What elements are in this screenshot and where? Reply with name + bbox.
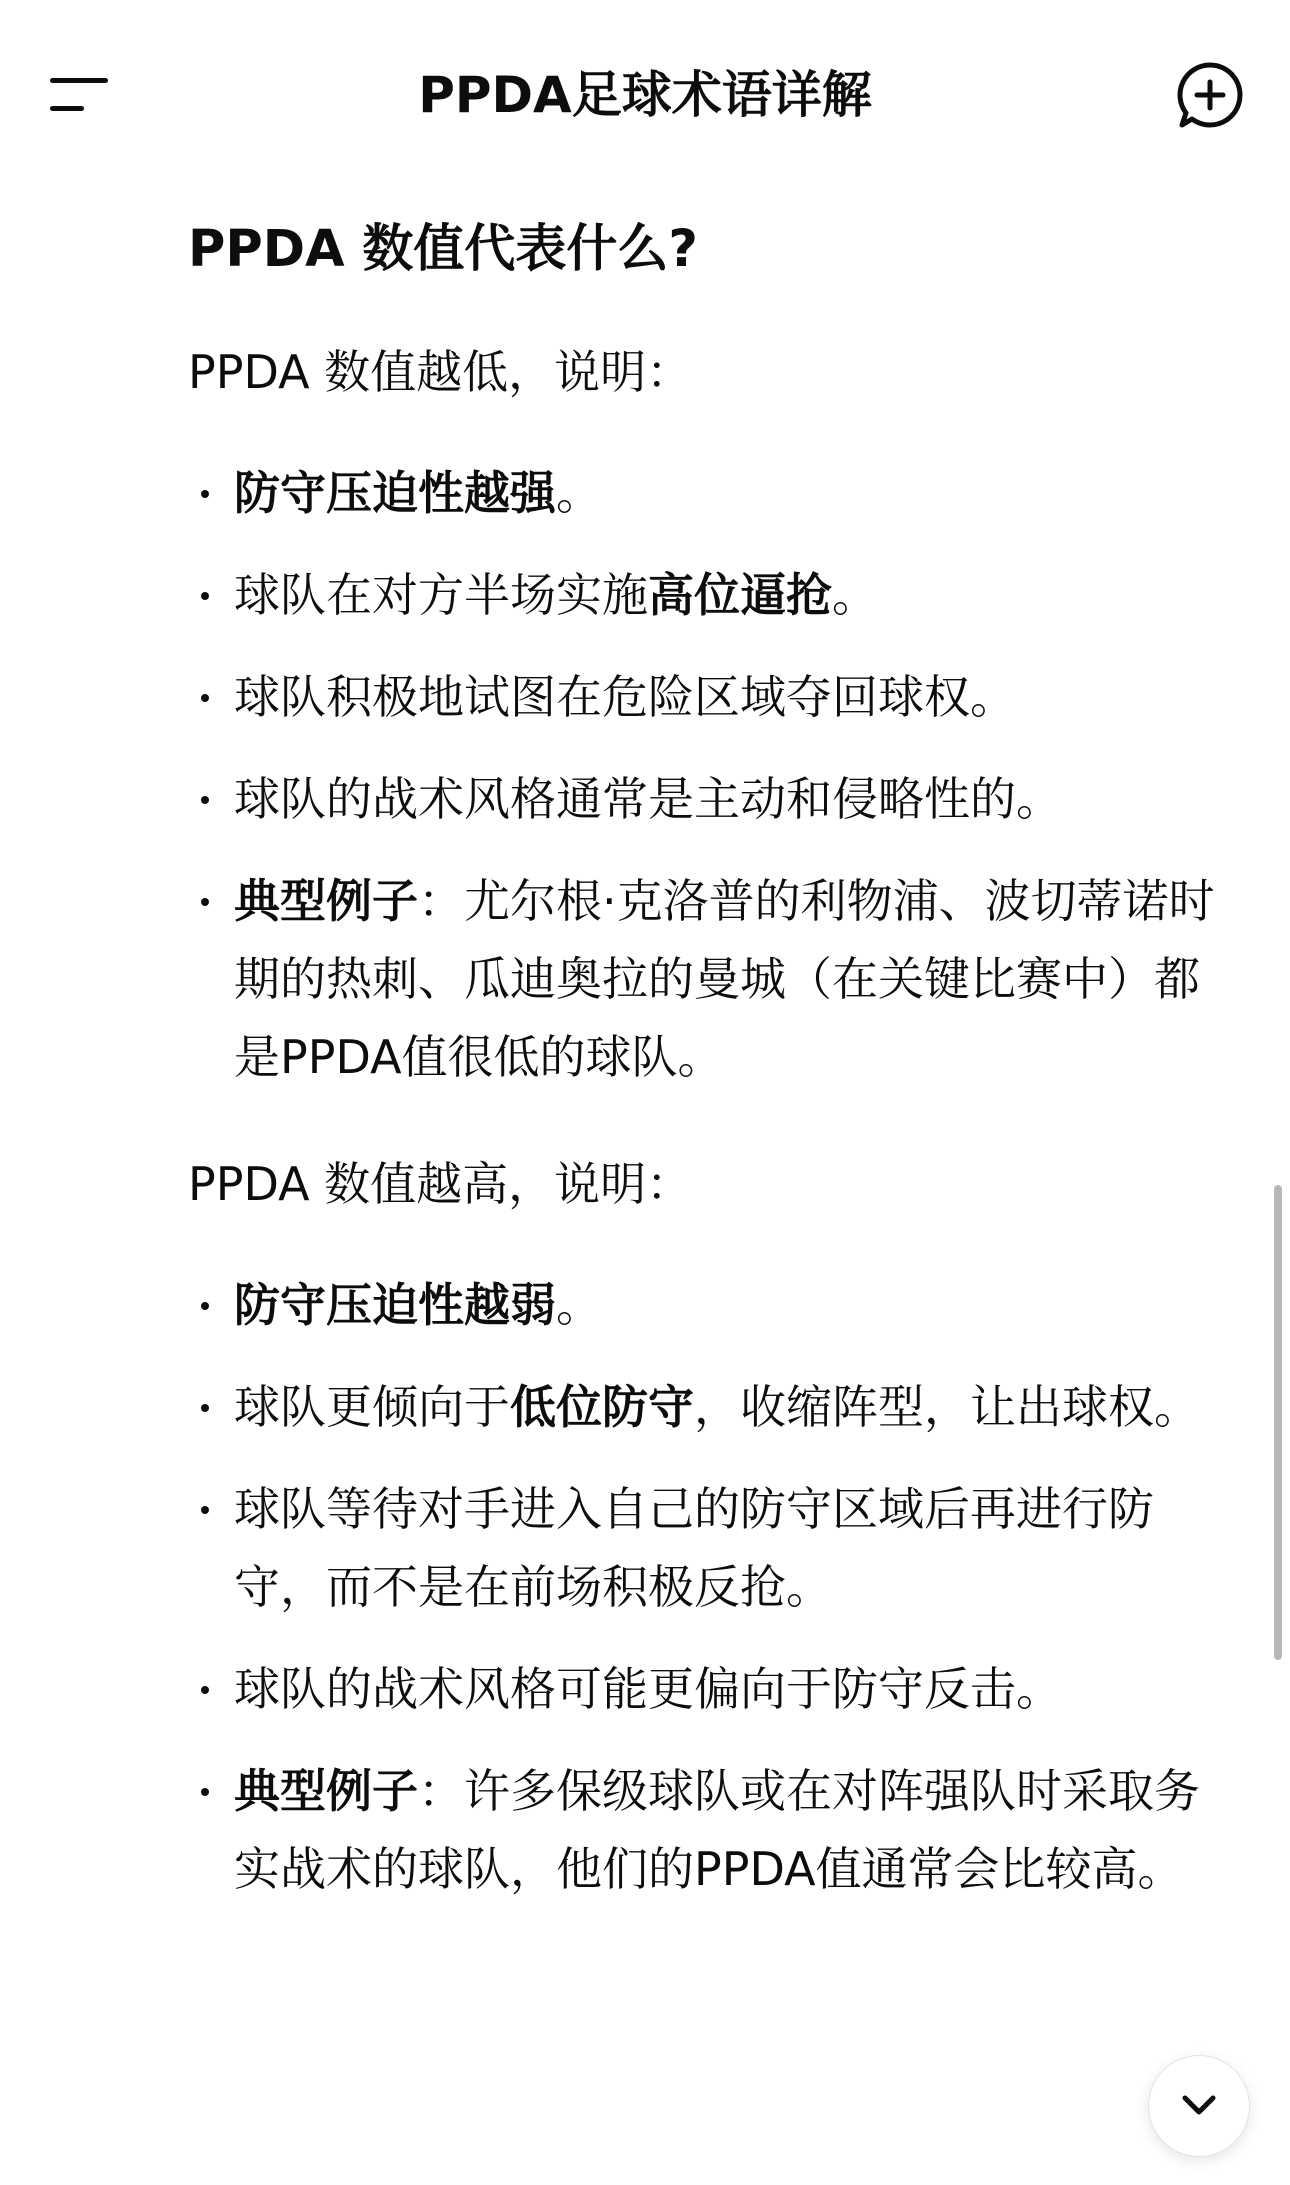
item-text: 球队积极地试图在危险区域夺回球权。 [234,670,1016,724]
list-item [188,862,1238,1096]
new-chat-button[interactable] [1170,55,1250,135]
item-text: 球队更倾向于 [234,1380,510,1434]
menu-button[interactable] [40,60,120,130]
item-bold-text: 防守压迫性越强 [234,466,556,520]
item-text: ：尤尔根·克洛普的利物浦、波切蒂诺时期的热刺、瓜迪奥拉的曼城（在关键比赛中）都是PPDA值很低的球队。 [234,874,1215,1084]
list-item [188,556,1238,634]
list-item [188,1752,1238,1908]
chevron-down-icon [1179,2088,1219,2124]
item-text: 。 [556,1278,602,1332]
new-chat-plus-icon [1170,55,1250,135]
item-text: 球队的战术风格可能更偏向于防守反击。 [234,1662,1062,1716]
list-item [188,1368,1238,1446]
item-bold-text: 高位逼抢 [648,568,832,622]
item-text: ，收缩阵型，让出球权。 [694,1380,1200,1434]
item-bold-text: 低位防守 [510,1380,694,1434]
item-text: 球队的战术风格通常是主动和侵略性的。 [234,772,1062,826]
low-ppda-label: PPDA 数值越低，说明： [188,345,693,399]
item-text: 球队在对方半场实施 [234,568,648,622]
list-item [188,1650,1238,1728]
page-title: PPDA足球术语详解 [418,66,872,124]
list-item [188,1470,1238,1626]
high-ppda-list [188,1266,1238,1908]
top-bar [0,0,1290,190]
high-ppda-label: PPDA 数值越高，说明： [188,1157,693,1211]
list-item [188,454,1238,532]
menu-icon-bar [50,106,84,111]
item-bold-text: 典型例子 [234,874,418,928]
section-heading: PPDA 数值代表什么? [188,220,698,279]
scrollbar[interactable] [1274,1185,1282,1660]
scroll-to-bottom-button[interactable] [1148,2055,1250,2157]
item-text: 球队等待对手进入自己的防守区域后再进行防守，而不是在前场积极反抢。 [234,1482,1154,1614]
list-item [188,760,1238,838]
item-bold-text: 防守压迫性越弱 [234,1278,556,1332]
item-bold-text: 典型例子 [234,1764,418,1818]
list-item [188,1266,1238,1344]
item-text: 。 [556,466,602,520]
menu-icon [50,78,108,83]
item-text: ：许多保级球队或在对阵强队时采取务实战术的球队，他们的PPDA值通常会比较高。 [234,1764,1200,1896]
item-text: 。 [832,568,878,622]
message-content [188,200,1238,1932]
list-item [188,658,1238,736]
low-ppda-list [188,454,1238,1096]
